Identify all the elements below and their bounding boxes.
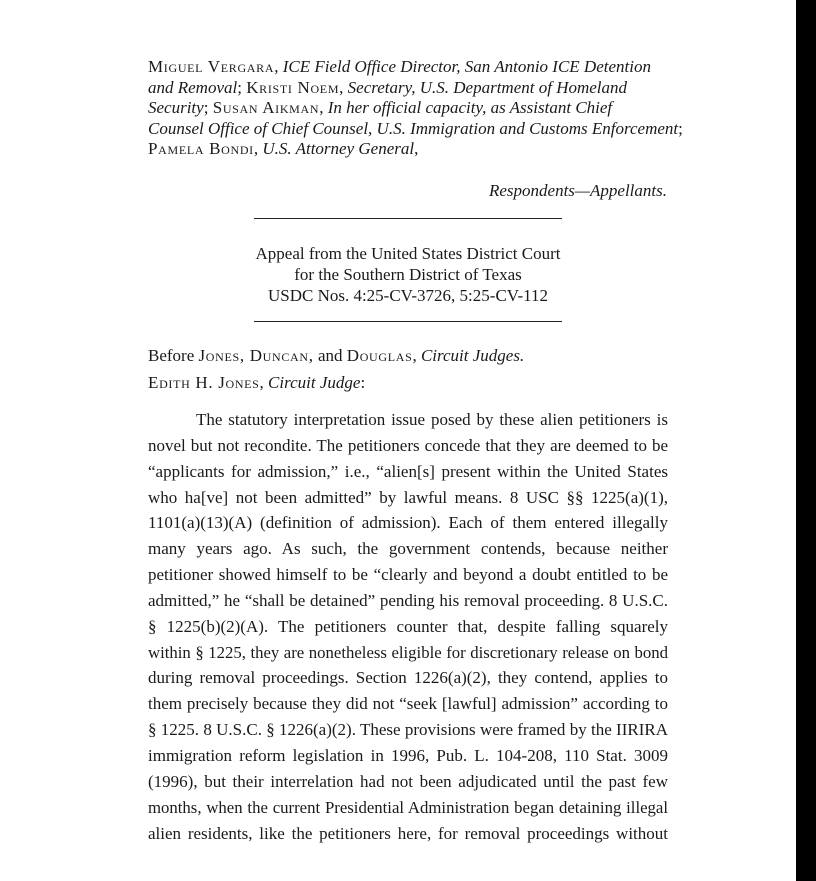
panel-conjunction: and [313, 346, 347, 365]
separator: , [412, 346, 421, 365]
party-title: and Removal [148, 77, 238, 97]
opinion-line: § 1225(b)(2)(A). The petitioners counter that, despite falling squarely [148, 616, 668, 636]
opinion-line: who ha[ve] not been admitted” by lawful means. 8 USC §§ 1225(a)(1), [148, 487, 668, 507]
party-name: Susan Aikman [212, 98, 320, 118]
opinion-line: admitted,” he “shall be detained” pending his removal proceeding. 8 U.S.C. [148, 590, 668, 610]
opinion-line: months, when the current Presidential Administration began detaining illegal [148, 797, 668, 817]
appeal-line: Appeal from the United States District Court [255, 244, 561, 263]
author-name: Edith H. Jones [148, 373, 260, 392]
opinion-line: them precisely because they did not “seek [lawful] admission” according to [148, 694, 668, 714]
opinion-line: novel but not recondite. The petitioners concede that they are deemed to be [148, 435, 668, 455]
opinion-line: immigration reform legislation in 1996, Pub. L. 104-208, 110 Stat. 3009 [148, 745, 668, 765]
opinion-line: alien residents, like the petitioners here, for removal proceedings without [148, 823, 668, 843]
party-title: Counsel Office of Chief Counsel, U.S. Immigration and Customs Enforcement [148, 118, 679, 138]
separator: , [253, 139, 263, 159]
author-title: Circuit Judge [268, 373, 361, 392]
separator: : [360, 373, 366, 392]
separator: ; [203, 98, 213, 118]
section-divider [254, 321, 562, 322]
judge-title: Circuit Judges. [420, 346, 525, 365]
opinion-line: during removal proceedings. Section 1226(a)(2), they contend, applies to [148, 668, 668, 688]
party-name: Pamela Bondi [148, 139, 254, 159]
page-edge [796, 0, 816, 881]
party-title: In her official capacity, as Assistant Chief [327, 98, 613, 118]
docket-numbers: USDC Nos. 4:25-CV-3726, 5:25-CV-112 [267, 286, 549, 305]
appeal-line: for the Southern District of Texas [294, 265, 522, 284]
separator: , [414, 139, 419, 159]
party-name: Kristi Noem [246, 77, 340, 97]
party-title: Secretary, U.S. Department of Homeland [347, 77, 628, 97]
separator: , [259, 373, 269, 392]
opinion-line: many years ago. As such, the government contends, because neither [148, 539, 668, 559]
party-line [148, 98, 668, 119]
opinion-line: within § 1225, they are nonetheless eligible for discretionary release on bond [148, 642, 668, 662]
party-list [148, 57, 683, 160]
separator: ; [237, 77, 247, 97]
judge-name: Douglas [346, 346, 413, 365]
party-title: ICE Field Office Director, San Antonio ICE Detention [282, 57, 651, 76]
party-line [148, 118, 683, 140]
separator: ; [678, 118, 683, 138]
opinion-line: petitioner showed himself to be “clearly and beyond a doubt entitled to be [148, 565, 668, 585]
party-line [148, 139, 668, 160]
judge-names: Jones, Duncan, [198, 346, 314, 365]
opinion-line: § 1225. 8 U.S.C. § 1226(a)(2). These provisions were framed by the IIRIRA [148, 720, 668, 740]
party-title: U.S. Attorney General [262, 139, 415, 159]
respondents-label: Respondents—Appellants. [488, 181, 667, 200]
opinion-text [148, 407, 668, 846]
opinion-line: “applicants for admission,” i.e., “alien[s] present within the United States [148, 461, 668, 481]
panel-line [148, 346, 524, 366]
party-title: Security [148, 98, 204, 118]
party-name: Miguel Vergara [148, 57, 275, 76]
opinion-author [148, 373, 365, 393]
appeal-caption [208, 243, 608, 306]
panel-prefix: Before [148, 346, 199, 365]
party-line [148, 57, 668, 78]
separator: , [319, 98, 328, 118]
opinion-line: 1101(a)(13)(A) (definition of admission). Each of them entered illegally [148, 513, 668, 533]
separator: , [274, 57, 283, 76]
opinion-line: (1996), but their interrelation had not been adjudicated until the past few [148, 771, 668, 791]
party-line [148, 78, 668, 99]
section-divider [254, 218, 562, 219]
opinion-line: The statutory interpretation issue posed by these alien petitioners is [196, 410, 668, 429]
separator: , [339, 77, 348, 97]
